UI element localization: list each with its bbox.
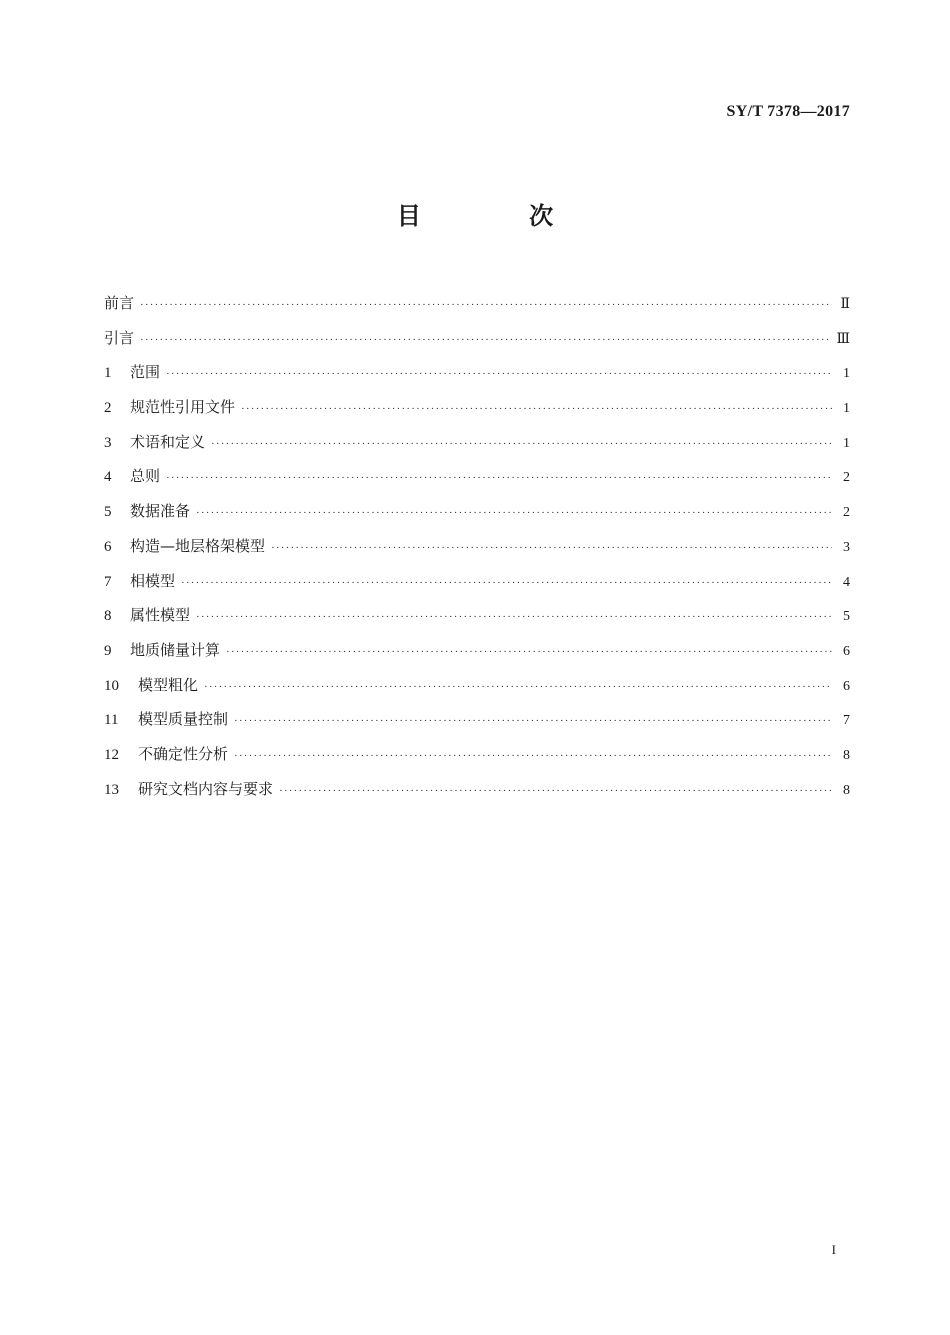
toc-entry-page: 1 [843,401,850,417]
toc-entry-page: 6 [843,678,850,694]
toc-leader-dots [279,776,832,806]
toc-leader-dots [140,290,832,320]
toc-entry-2[interactable] [104,392,850,427]
toc-entry-label: 模型质量控制 [138,710,229,729]
toc-entry-number: 8 [104,608,112,625]
toc-entry-label: 相模型 [130,571,176,590]
toc-entry-number: 13 [104,781,119,798]
toc-entry-label: 术语和定义 [130,432,206,451]
toc-leader-dots [234,741,832,771]
standard-code: SY/T 7378—2017 [726,103,850,120]
toc-entry-number: 4 [104,469,112,486]
toc-entry-9[interactable] [104,635,850,670]
toc-entry-number: 6 [104,538,112,555]
toc-entry-number: 9 [104,642,112,659]
toc-entry-page: 1 [843,366,850,382]
toc-entry-page: 8 [843,747,850,763]
toc-entry-introduction[interactable] [104,323,850,358]
toc-entry-12[interactable] [104,739,850,774]
toc-entry-number: 2 [104,400,112,417]
toc-leader-dots [140,325,830,355]
toc-entry-label: 总则 [130,467,161,486]
toc-entry-1[interactable] [104,357,850,392]
toc-leader-dots [226,637,832,667]
toc-entry-page: 1 [843,435,850,451]
toc-entry-11[interactable] [104,704,850,739]
toc-entry-page: 8 [843,782,850,798]
toc-entry-number: 7 [104,573,112,590]
toc-entry-page: 6 [843,643,850,659]
page-title: 目 次 [396,202,604,230]
toc-entry-page: 7 [843,713,850,729]
table-of-contents [104,288,850,808]
toc-entry-7[interactable] [104,566,850,601]
toc-entry-label: 地质储量计算 [130,640,221,659]
toc-entry-label: 构造—地层格架模型 [130,536,266,555]
toc-entry-page: 4 [843,574,850,590]
page-number: I [831,1242,836,1257]
toc-leader-dots [181,568,832,598]
toc-entry-number: 3 [104,434,112,451]
toc-leader-dots [196,498,832,528]
toc-entry-number: 12 [104,746,119,763]
toc-entry-foreword[interactable] [104,288,850,323]
toc-entry-13[interactable] [104,774,850,809]
toc-entry-label: 范围 [130,363,161,382]
toc-entry-page: 2 [843,470,850,486]
toc-entry-6[interactable] [104,531,850,566]
toc-entry-3[interactable] [104,427,850,462]
toc-entry-label: 研究文档内容与要求 [138,779,274,798]
toc-entry-number: 1 [104,365,112,382]
toc-entry-page: 2 [843,505,850,521]
toc-entry-page: Ⅱ [840,297,850,312]
toc-leader-dots [204,672,832,702]
toc-entry-label: 规范性引用文件 [130,398,236,417]
toc-entry-label: 引言 [104,328,135,347]
toc-leader-dots [166,359,832,389]
toc-leader-dots [241,394,832,424]
toc-entry-number: 10 [104,677,119,694]
toc-entry-label: 不确定性分析 [138,744,229,763]
toc-entry-page: Ⅲ [836,331,850,347]
toc-entry-page: 5 [843,609,850,625]
toc-entry-5[interactable] [104,496,850,531]
toc-leader-dots [234,706,832,736]
toc-entry-number: 11 [104,712,119,729]
toc-entry-8[interactable] [104,600,850,635]
toc-leader-dots [211,429,832,459]
toc-leader-dots [166,463,832,493]
toc-entry-label: 前言 [104,294,135,312]
toc-leader-dots [271,533,832,563]
toc-entry-page: 3 [843,539,850,555]
toc-entry-number: 5 [104,504,112,521]
toc-entry-4[interactable] [104,461,850,496]
toc-entry-label: 属性模型 [130,606,191,625]
toc-entry-label: 模型粗化 [138,675,199,694]
toc-leader-dots [196,602,832,632]
toc-entry-10[interactable] [104,670,850,705]
toc-entry-label: 数据准备 [130,502,191,521]
